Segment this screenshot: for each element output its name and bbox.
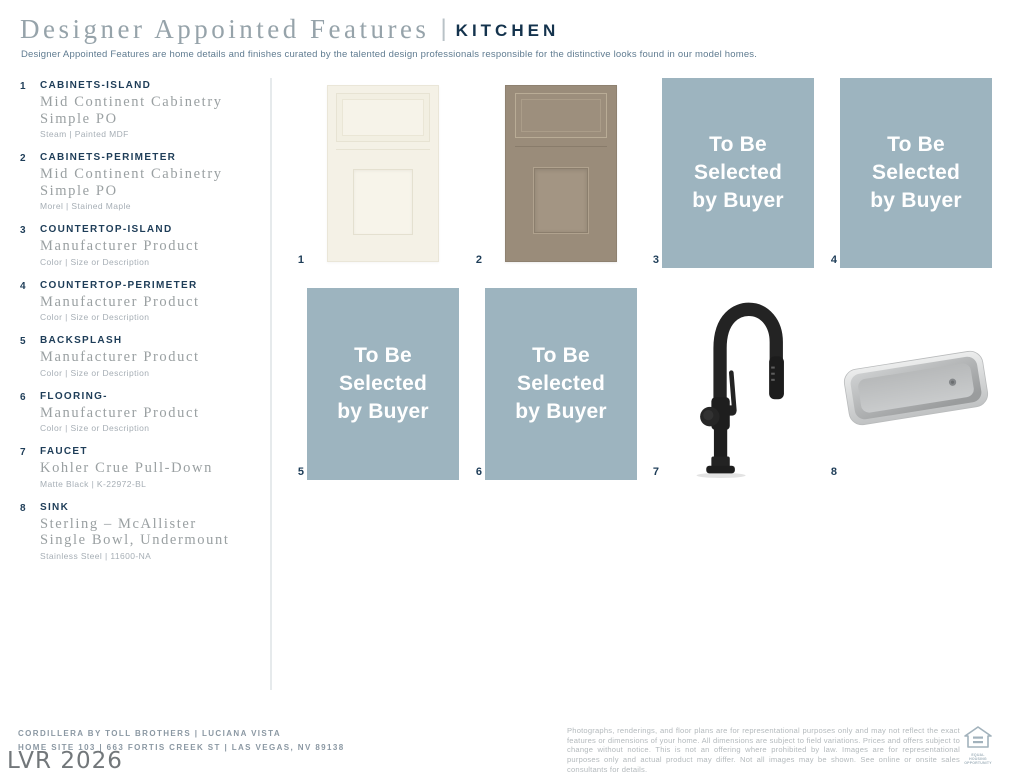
item-detail: Steam | Painted MDF (40, 129, 129, 139)
page-subtitle: Designer Appointed Features are home details and finishes curated by the talented design professionals responsible for the distinctive looks found in our model homes. (21, 49, 758, 60)
vertical-divider (270, 78, 272, 690)
tile-flooring-placeholder (475, 288, 637, 480)
page-title: Designer Appointed Features (20, 14, 430, 44)
item-detail: Color | Size or Description (40, 312, 150, 322)
to-be-selected-label: To Be Selected by Buyer (515, 344, 607, 423)
item-category: COUNTERTOP-PERIMETER (40, 279, 198, 291)
item-number: 4 (20, 280, 26, 292)
item-category: FLOORING- (40, 390, 108, 402)
list-item-backsplash (20, 335, 265, 378)
item-detail: Matte Black | K-22972-BL (40, 478, 147, 489)
tile-backsplash-placeholder (297, 288, 459, 480)
cabinet-drawer (336, 93, 430, 142)
tile-faucet (652, 288, 814, 480)
list-item-cabinets-island (20, 80, 265, 139)
item-number: 2 (20, 153, 26, 164)
footer-address-line: HOME SITE 103 | 663 FORTIS CREEK ST | LAS VEGAS, NV 89138 (18, 743, 345, 752)
tile-number: 4 (830, 254, 837, 266)
item-product-name: Sterling – McAllister (40, 515, 197, 532)
page-header (20, 14, 559, 45)
item-category: FAUCET (40, 446, 88, 457)
tile-number: 5 (297, 466, 304, 478)
tile-number: 8 (830, 466, 837, 478)
item-category: CABINETS-PERIMETER (40, 152, 177, 163)
item-detail: Color | Size or Description (40, 256, 150, 267)
item-number: 8 (20, 502, 26, 514)
tile-number: 3 (652, 254, 659, 266)
item-product-name: Simple PO (40, 182, 118, 199)
cabinet-drawer (515, 93, 607, 138)
cabinet-island-image (327, 85, 439, 262)
cabinet-door (515, 146, 607, 254)
tile-cabinets-perimeter (475, 78, 637, 268)
item-product-name: Manufacturer Product (40, 238, 200, 254)
list-item-cabinets-perimeter (20, 152, 265, 211)
item-category: BACKSPLASH (40, 335, 123, 346)
title-divider: | (440, 15, 447, 42)
item-detail: Stainless Steel | 11600-NA (40, 550, 152, 561)
cabinet-door (336, 149, 430, 254)
equal-housing-house-icon (964, 726, 992, 748)
item-number: 7 (20, 447, 26, 458)
to-be-selected-label: To Be Selected by Buyer (337, 344, 429, 423)
section-label: KITCHEN (455, 21, 560, 40)
list-item-sink (20, 502, 265, 561)
equal-housing-logo (963, 726, 993, 765)
item-category: CABINETS-ISLAND (40, 80, 152, 91)
item-number: 6 (20, 391, 26, 403)
item-product-name: Mid Continent Cabinetry (40, 166, 223, 182)
list-item-countertop-perimeter (20, 280, 265, 323)
item-number: 5 (20, 336, 26, 347)
tile-number: 7 (652, 466, 659, 478)
to-be-selected-label: To Be Selected by Buyer (692, 133, 784, 212)
faucet-image (688, 295, 793, 479)
item-number: 3 (20, 225, 26, 236)
item-detail: Morel | Stained Maple (40, 201, 131, 211)
tile-sink (830, 288, 992, 480)
list-item-faucet (20, 446, 265, 489)
item-product-name: Kohler Crue Pull-Down (40, 460, 213, 476)
item-product-name: Mid Continent Cabinetry (40, 94, 223, 110)
item-category: COUNTERTOP-ISLAND (40, 224, 173, 235)
item-product-name: Simple PO (40, 110, 118, 127)
feature-list (20, 80, 265, 574)
watermark-label: LVR 2026 (7, 748, 123, 774)
item-number: 1 (20, 81, 26, 92)
cabinet-door-panel (534, 168, 588, 233)
tile-number: 2 (475, 254, 482, 266)
tile-countertop-island-placeholder (652, 78, 814, 268)
to-be-selected-label: To Be Selected by Buyer (870, 133, 962, 212)
list-item-countertop-island (20, 224, 265, 267)
item-product-name: Manufacturer Product (40, 293, 200, 310)
cabinet-door-panel (353, 169, 413, 235)
item-detail: Color | Size or Description (40, 367, 150, 378)
tile-cabinets-island (297, 78, 459, 268)
tile-number: 1 (297, 254, 304, 266)
cabinet-perimeter-image (505, 85, 617, 262)
footer-community-line: CORDILLERA BY TOLL BROTHERS | LUCIANA VISTA (18, 729, 282, 738)
item-detail: Color | Size or Description (40, 423, 150, 433)
item-product-name: Manufacturer Product (40, 404, 200, 421)
legal-disclaimer: Photographs, renderings, and floor plans are for representational purposes only and may not reflect the exact features or dimensions of your home. All dimensions are subject to field variations. Prices and offers subject to change without notice. This is not an offering where prohibited by law. Images are for representational purposes only and actual product may differ. Not all images may be shown. See online or onsite sales consultants for details. (567, 726, 960, 774)
item-product-name: Manufacturer Product (40, 349, 200, 365)
equal-housing-text: EQUAL HOUSING OPPORTUNITY (964, 753, 992, 765)
item-product-name: Single Bowl, Undermount (40, 532, 230, 548)
sink-image (840, 340, 992, 436)
tile-number: 6 (475, 466, 482, 478)
list-item-flooring (20, 391, 265, 434)
item-category: SINK (40, 501, 70, 513)
tile-countertop-perimeter-placeholder (830, 78, 992, 268)
